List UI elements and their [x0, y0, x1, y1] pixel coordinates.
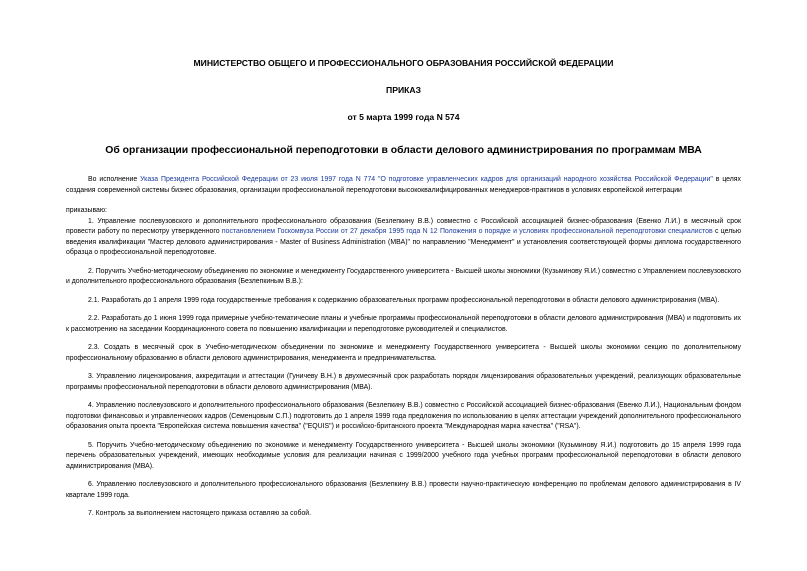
item-4-paragraph: 4. Управлению послевузовского и дополнительного профессионального образования (Безлепкину В.В.) совместно с Российской ассоциацией бизнес-образования (Евенко Л.И.), Национальным фондом подготовки финансовых и управленческих кадров (Семенцовым С.П.) подготовить до 1 апреля 1999 года предложения по использованию в целях аттестации учреждений дополнительного профессионального образования опыта проекта "Европейская система повышения качества" ("EQUIS") и российско-британского проекта "Международная марка качества" ("RSA"). — [66, 402, 741, 430]
order-type-heading: ПРИКАЗ — [386, 85, 421, 95]
preamble-rest: в целях создания современной системы бизнес образования, организации профессиональной переподготовки высококвалифицированных менеджеров-практиков в условиях европейской интеграции — [66, 176, 741, 194]
item-2-1-paragraph: 2.1. Разработать до 1 апреля 1999 года государственные требования к содержанию образовательных программ профессиональной переподготовки в области делового администрирования (МВА). — [88, 296, 720, 304]
item-2-3-paragraph: 2.3. Создать в месячный срок в Учебно-методическом объединении по экономике и менеджменту Государственного университета - Высшей школы экономики секцию по дополнительному профессиональному образованию в области делового администрирования, менеджмента и предпринимательства. — [66, 344, 741, 362]
item-1-text-a: 1. Управление послевузовского и дополнительного профессионального образования (Безлепкину В.В.) совместно с Российской ассоциацией бизнес-образования (Евенко Л.И.) в месячный срок провести работу по пересмотру утвержденного — [66, 217, 741, 235]
item-6-paragraph: 6. Управлению послевузовского и дополнительного профессионального образования (Безлепкину В.В.) провести научно-практическую конференцию по проблемам делового администрирования в IV квартале 1999 года. — [66, 481, 741, 499]
item-3-paragraph: 3. Управлению лицензирования, аккредитации и аттестации (Гуничеву В.Н.) в двухмесячный срок разработать порядок лицензирования образовательных учреждений, реализующих образовательные программы профессиональной переподготовки в области делового администрирования (МВА). — [66, 373, 741, 391]
item-1-text-b: с целью введения квалификации "Мастер делового администрирования - Master of Business Administration (MBA)" по направлению "Менеджмент" и установления соответствующей формы диплома государственного образца о профессиональной переподготовке. — [66, 228, 741, 256]
item-2-paragraph: 2. Поручить Учебно-методическому объединению по экономике и менеджменту Государственного университета - Высшей школы экономики (Кузьминову Я.И.) совместно с Управлением послевузовского и дополнительного профессионального образования (Безлепкиным В.В.): — [66, 267, 741, 285]
document-title: Об организации профессиональной переподготовки в области делового администрирования по программам МВА — [105, 145, 702, 156]
regulation-link[interactable]: постановлением Госкомвуза России от 27 декабря 1995 года N 12 Положения о порядке и условиях профессиональной переподготовки специалистов — [221, 228, 713, 235]
item-2-2-paragraph: 2.2. Разработать до 1 июня 1999 года примерные учебно-тематические планы и учебные программы профессиональной переподготовки в области делового администрирования (МВА) и подготовить их к рассмотрению на заседании Координационного совета по повышению квалификации и переподготовке руководителей и специалистов. — [66, 315, 741, 333]
document-body — [66, 175, 741, 520]
order-word: приказываю: — [66, 207, 107, 214]
order-date-heading: от 5 марта 1999 года N 574 — [347, 112, 460, 122]
decree-link[interactable]: Указа Президента Российской Федерации от 23 июля 1997 года N 774 "О подготовке управленческих кадров для организаций народного хозяйства Российской Федерации" — [140, 176, 713, 183]
preamble-intro: Во исполнение — [88, 176, 141, 183]
ministry-heading: МИНИСТЕРСТВО ОБЩЕГО И ПРОФЕССИОНАЛЬНОГО ОБРАЗОВАНИЯ РОССИЙСКОЙ ФЕДЕРАЦИИ — [193, 58, 614, 68]
item-1-paragraph — [66, 217, 741, 259]
preamble-paragraph — [66, 175, 741, 196]
item-5-paragraph: 5. Поручить Учебно-методическому объединению по экономике и менеджменту Государственного университета - Высшей школы экономики (Кузьминову Я.И.) подготовить до 15 апреля 1999 года перечень образовательных учреждений, имеющих необходимые условия для реализации начиная с 1999/2000 учебного года учебных программ профессиональной переподготовки в области делового администрирования (МВА). — [66, 441, 741, 470]
item-7-paragraph: 7. Контроль за выполнением настоящего приказа оставляю за собой. — [88, 510, 312, 517]
